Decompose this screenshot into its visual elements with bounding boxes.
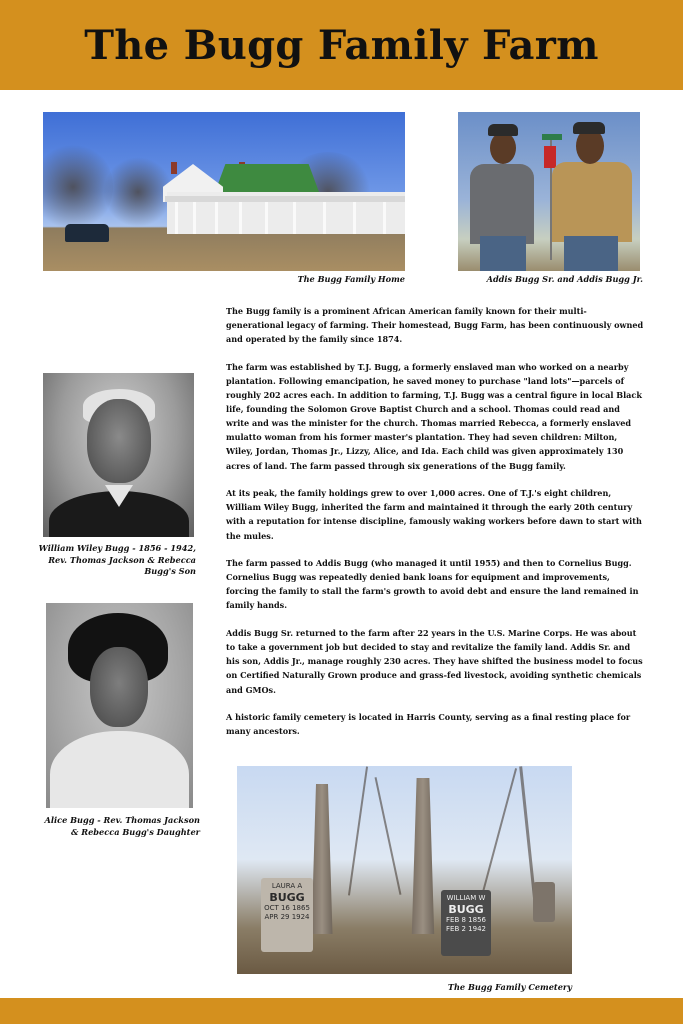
headstone-text: APR 29 1924 (264, 913, 310, 921)
headstone-text: BUGG (448, 903, 484, 916)
alice-caption-line: Alice Bugg - Rev. Thomas Jackson (44, 815, 200, 825)
william-bugg-headstone (441, 890, 491, 956)
headstone-text: FEB 2 1942 (446, 925, 486, 933)
paragraph: A historic family cemetery is located in Harris County, serving as a final resting place for many ancestors. (226, 712, 631, 737)
men-caption: Addis Bugg Sr. and Addis Bugg Jr. (486, 274, 643, 284)
headstone-text: BUGG (269, 891, 305, 904)
addis-bugg-photo (458, 112, 640, 271)
footer-bar (0, 998, 683, 1024)
alice-bugg-portrait (46, 603, 193, 808)
alice-caption (20, 815, 200, 838)
william-caption-line: Rev. Thomas Jackson & Rebecca (48, 554, 196, 565)
home-caption: The Bugg Family Home (297, 274, 405, 284)
paragraph: Addis Bugg Sr. returned to the farm after 22 years in the U.S. Marine Corps. He was about to take a government job but decided to stay and revitalize the family land. Addis Sr. and his son, Addis Jr., manage roughly 230 acres. They have shifted the business model to focus on Certified Naturally Grown produce and grass-fed livestock, avoiding synthetic chemicals and GMOs. (226, 628, 643, 695)
william-caption-line: Bugg's Son (144, 566, 196, 576)
small-headstone (533, 882, 555, 922)
headstone-text: OCT 16 1865 (264, 904, 310, 912)
william-wiley-bugg-portrait (43, 373, 194, 537)
william-caption (20, 543, 196, 578)
paragraph: At its peak, the family holdings grew to over 1,000 acres. One of T.J.'s eight children, William Wiley Bugg, inherited the farm and maintained it through the early 20th century with a reputation for intense discipline, famously waking workers before dawn to start with the mules. (226, 488, 642, 541)
headstone-text: FEB 8 1856 (446, 916, 486, 924)
paragraph: The farm was established by T.J. Bugg, a formerly enslaved man who worked on a nearby plantation. Following emancipation, he saved money to purchase "land lots"—parcels of roughly 202 acres each. In addition to farming, T.J. Bugg was a central figure in local Black life, founding the Solomon Grove Baptist Church and a school. Thomas could read and write and was the minister for the church. Thomas married Rebecca, a formerly enslaved mulatto woman from his former master's plantation. They had seven children: Milton, Wiley, Jordan, Thomas Jr., Lizzy, Alice, and Ida. Each child was given approximately 130 acres of land. The farm passed through six generations of the Bugg family. (226, 361, 642, 471)
laura-bugg-headstone (261, 878, 313, 952)
bugg-family-home-photo (43, 112, 405, 271)
headstone-text: LAURA A (271, 882, 303, 890)
alice-caption-line: & Rebecca Bugg's Daughter (71, 826, 200, 837)
headstone-text: WILLIAM W (446, 894, 486, 902)
body-text (226, 304, 644, 752)
page-title: The Bugg Family Farm (84, 21, 599, 69)
paragraph: The farm passed to Addis Bugg (who managed it until 1955) and then to Cornelius Bugg. Cornelius Bugg was repeatedly denied bank loans for equipment and improvements, forcing the family to stall the farm's growth to avoid debt and ensure the land remained in family hands. (226, 558, 639, 611)
bugg-family-cemetery-photo (237, 766, 572, 974)
title-banner (0, 0, 683, 90)
cemetery-caption: The Bugg Family Cemetery (447, 982, 572, 992)
william-caption-line: William Wiley Bugg - 1856 - 1942, (38, 543, 196, 553)
paragraph: The Bugg family is a prominent African American family known for their multi-generational legacy of farming. Their homestead, Bugg Farm, has been continuously owned and operated by the family since 1874. (226, 306, 644, 345)
